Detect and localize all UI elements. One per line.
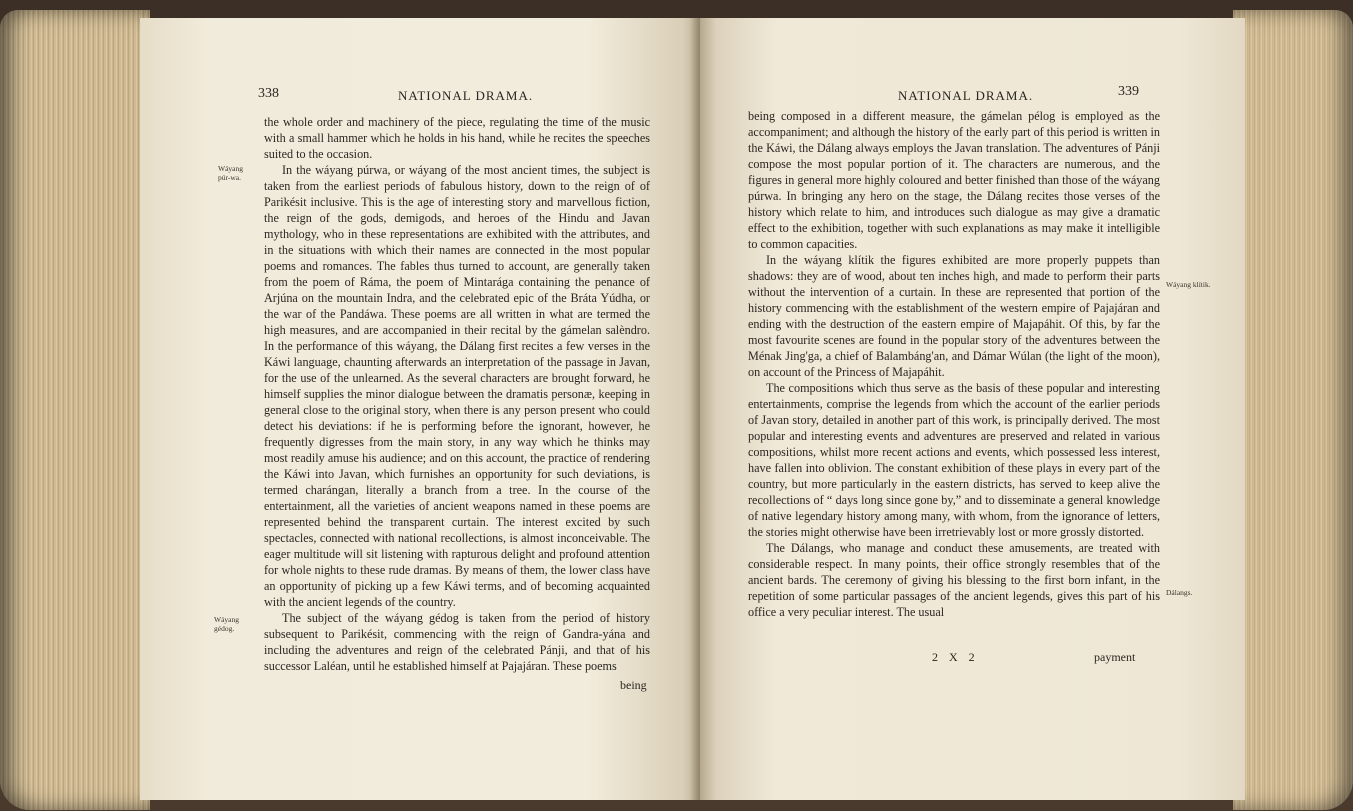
margin-note-wayang-gedog: Wáyang gédog. <box>214 615 239 633</box>
paragraph: the whole order and machinery of the piece, regulating the time of the music with a small hammer which he holds in his hand, while he recites the speeches suited to the occasion. <box>264 115 650 161</box>
right-catchword: payment <box>1094 650 1136 664</box>
right-folio: 339 <box>1118 84 1139 99</box>
right-page <box>700 18 1245 800</box>
right-page-edges <box>1233 10 1353 810</box>
left-running-head: NATIONAL DRAMA. <box>398 88 534 103</box>
left-page <box>140 18 700 800</box>
left-folio: 338 <box>258 86 279 101</box>
margin-note-wayang-purwa: Wáyang púr-wa. <box>218 164 243 182</box>
paragraph: In the wáyang klítik the figures exhibited are more properly puppets than shadows: they are of wood, about ten inches high, and made to perform their parts without the intervention of a curtain. In these are represented that portion of the history commencing with the establishment of the western empire of Pajajáran and ending with the destruction of the eastern empire of Majapáhit. Of this, by far the most favourite scenes are found in the popular story of the adventures between the Ménak Jing'ga, a chief of Balambáng'an, and Dámar Wúlan (the light of the moon), on account of the Princess of Majapáhit. <box>748 253 1160 379</box>
paragraph: The subject of the wáyang gédog is taken from the period of history subsequent to Parikésit, commencing with the reign of Gandra-yána and including the adventures and reign of the celebrated Pánji, and that of his successor Laléan, until he established himself at Pajajáran. These poems <box>264 611 650 673</box>
left-body-text <box>264 114 650 674</box>
left-page-edges <box>0 10 150 810</box>
right-body-text <box>748 108 1160 620</box>
paragraph: The Dálangs, who manage and conduct these amusements, are treated with considerable respect. In many points, their office strongly resembles that of the ancient bards. The ceremony of giving his blessing to the first born infant, in the repetition of some particular passages of the ancient legends, gives this part of his office a very peculiar interest. The usual <box>748 541 1160 619</box>
paragraph: In the wáyang púrwa, or wáyang of the most ancient times, the subject is taken from the earliest periods of fabulous history, down to the reign of of Parikésit inclusive. This is the age of interesting story and marvellous fiction, the reign of the gods, demigods, and heroes of the Hindu and Javan mythology, who in these representations are exhibited with the attributes, and in the situations with which their names are connected in the most popular poems and romances. The fables thus turned to account, are generally taken from the poem of Ráma, the poem of Mintarága containing the penance of Arjúna on the mountain Indra, and the celebrated epic of the Bráta Yúdha, or the war of the Pandáwa. These poems are all written in what are termed the high measures, and are accompanied in their recital by the gámelan salèndro. In the performance of this wáyang, the Dálang first recites a few verses in the Káwi language, chaunting afterwards an interpretation of the passage in Javan, for the use of the unlearned. As the several characters are brought forward, he himself supplies the minor dialogue between the dramatis personæ, keeping in general close to the original story, when there is any person present who could detect his deviations: if he is performing before the ignorant, however, he frequently digresses from the main story, in any way which he thinks may most readily amuse his audience; and on this account, the practice of rendering the Káwi into Javan, which furnishes an opportunity for such deviations, is termed charángan, literally a branch from a tree. In the course of the entertainment, all the varieties of ancient weapons named in these poems are represented behind the transparent curtain. The interest excited by such spectacles, connected with national recollections, is almost inconceivable. The eager multitude will sit listening with rapturous delight and profound attention for whole nights to these rude dramas. By means of them, the lower class have an opportunity of picking up a few Káwi terms, and of becoming acquainted with the ancient legends of the country. <box>264 163 650 609</box>
right-running-head: NATIONAL DRAMA. <box>898 88 1034 103</box>
left-catchword: being <box>620 678 647 692</box>
paragraph: being composed in a different measure, the gámelan pélog is employed as the accompaniment; and although the history of the early part of this period is written in the Káwi, the Dálang always employs the Javan translation. The adventures of Pánji compose the most popular portion of it. The characters are numerous, and the figures in general more highly coloured and better finished than those of the wáyang púrwa. In bringing any hero on the stage, the Dálang recites those verses of the history which relate to him, and introduces such dialogue as may give a dramatic effect to the exhibition, together with such explanations as may make it intelligible to common capacities. <box>748 109 1160 251</box>
margin-note-dalangs: Dálangs. <box>1166 588 1193 597</box>
printer-signature: 2 X 2 <box>932 650 979 664</box>
margin-note-wayang-klitik: Wáyang klítik. <box>1166 280 1211 289</box>
paragraph: The compositions which thus serve as the basis of these popular and interesting entertainments, comprise the legends from which the account of the earlier periods of Javan story, detailed in another part of this work, is principally derived. The most popular and interesting events and adventures are preserved and related in various compositions, whilst more recent actions and events, which possessed less interest, have fallen into oblivion. The constant exhibition of these plays in every part of the country, but more particularly in the eastern districts, has served to keep alive the recollections of “ days long since gone by,” and to disseminate a general knowledge of native legendary history among many, with whom, from the ignorance of letters, the stories might otherwise have been irretrievably lost or more grossly distorted. <box>748 381 1160 539</box>
